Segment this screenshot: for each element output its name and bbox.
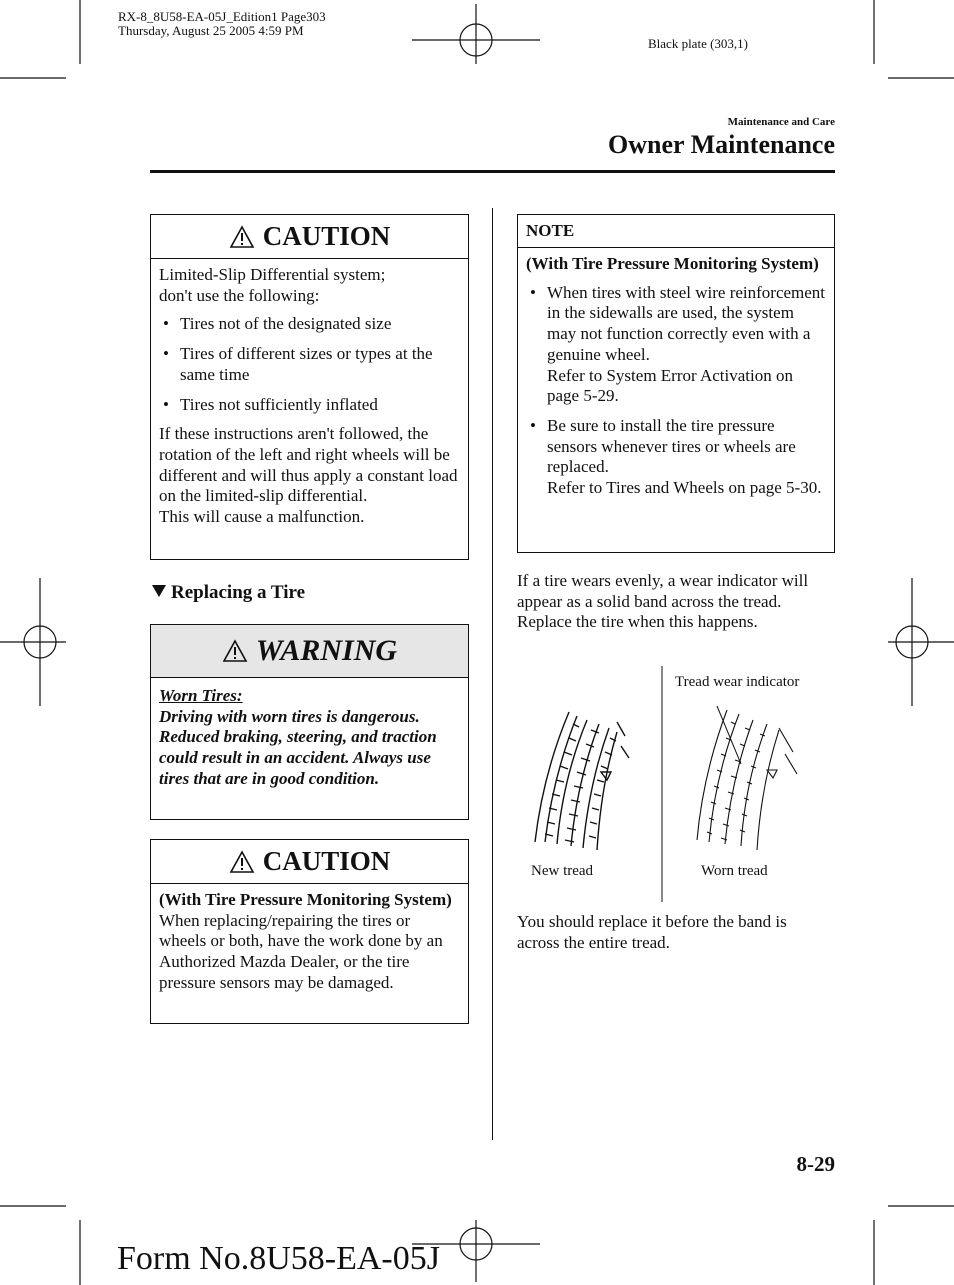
wear-instruction: Replace the tire when this happens. [517,612,758,632]
page-title: Owner Maintenance [608,130,835,159]
down-triangle-icon [152,585,166,597]
subsection-heading [152,582,305,604]
warning-triangle-icon [229,225,255,249]
tread-figure [517,664,835,904]
caution-outro: If these instructions aren't followed, the rotation of the left and right wheels will be different and will thus apply a constant load on the limited-slip differential. [159,424,458,506]
list-item-ref: Refer to System Error Activation on page 5-29. [547,365,793,406]
caution-box-tpms [150,839,469,1024]
warning-text: Driving with worn tires is dangerous. Reduced braking, steering, and traction could result in an accident. Always use tires that are in good condition. [159,706,437,788]
list-item-ref: Refer to Tires and Wheels on page 5-30. [547,478,822,498]
list-item-text: • When tires with steel wire reinforcement in the sidewalls are used, the system may not function correctly even with a genuine wheel. [547,282,826,364]
plate-label: Black plate (303,1) [648,36,748,51]
subsection-heading-text: Replacing a Tire [171,582,306,603]
list-item: • Tires not sufficiently inflated [159,395,460,416]
header-rule [150,170,835,173]
wear-paragraph [517,571,817,633]
print-header-line1: RX-8_8U58-EA-05J_Edition1 Page303 [118,9,326,24]
list-item [526,283,826,407]
list-item-text: • Be sure to install the tire pressure sensors whenever tires or wheels are replaced. [547,415,796,477]
caution-body [151,884,468,1002]
caution-outro2: This will cause a malfunction. [159,507,365,527]
warning-body [151,678,468,798]
wear-text: If a tire wears evenly, a wear indicator will appear as a solid band across the tread. [517,571,809,611]
warning-triangle-icon [222,639,248,663]
caution-header [151,215,468,259]
new-tread-label: New tread [531,863,594,879]
caution-header [151,840,468,884]
note-bullet-list [526,283,826,499]
warning-header [151,625,468,678]
caution-title: CAUTION [262,221,391,251]
replace-advice-paragraph: You should replace it before the band is across the entire tread. [517,912,787,952]
caution-body [151,259,468,536]
caution-bullet-list [159,314,460,415]
caution-intro-line2: don't use the following: [159,285,320,305]
form-number: Form No.8U58-EA-05J [117,1240,440,1277]
list-item: • Tires of different sizes or types at the same time [159,344,460,385]
list-item [526,416,826,499]
column-divider [492,208,493,1140]
note-body [518,248,834,516]
tread-indicator-label: Tread wear indicator [675,674,800,690]
print-header-line2: Thursday, August 25 2005 4:59 PM [118,23,304,38]
page-number: 8-29 [796,1152,835,1176]
caution-text: When replacing/repairing the tires or wheels or both, have the work done by an Authorized Mazda Dealer, or the tire pressure sensors may be damaged. [159,910,443,992]
caution-box-lsd [150,214,469,560]
worn-tread-label: Worn tread [701,863,768,879]
list-item: • Tires not of the designated size [159,314,460,335]
caution-intro-line1: Limited-Slip Differential system; [159,265,386,284]
section-category: Maintenance and Care [727,116,835,128]
note-subhead: (With Tire Pressure Monitoring System) [526,254,819,273]
warning-box [150,624,469,820]
warning-title: WARNING [255,634,398,667]
warning-triangle-icon [229,850,255,874]
warning-subtitle: Worn Tires: [159,686,243,705]
caution-title: CAUTION [262,846,391,876]
note-header: NOTE [518,215,834,248]
note-box [517,214,835,553]
caution-subhead: (With Tire Pressure Monitoring System) [159,890,452,909]
